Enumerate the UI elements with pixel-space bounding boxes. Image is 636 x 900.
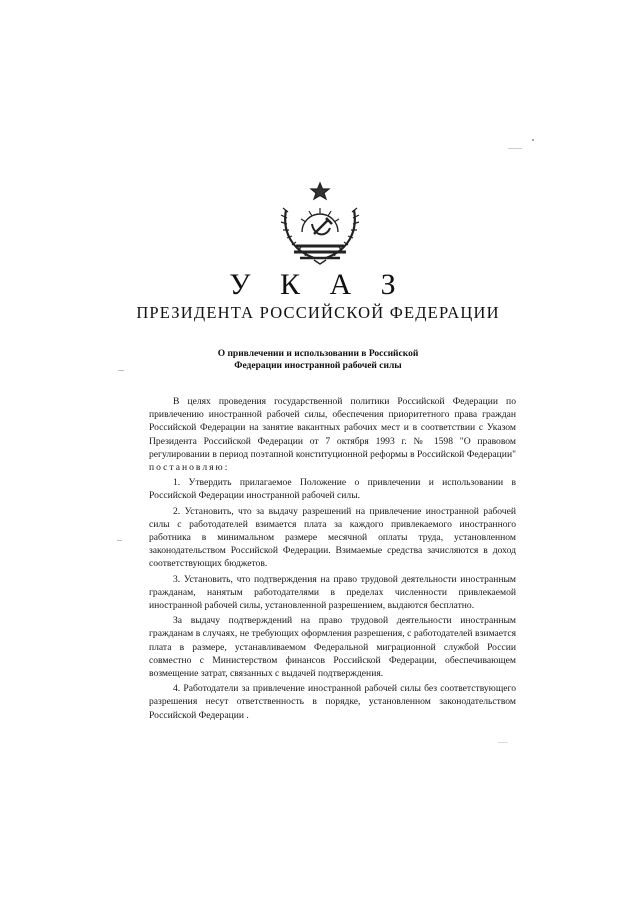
decree-title: У К А З (229, 268, 407, 301)
scan-speck (532, 139, 534, 141)
issuer-heading: ПРЕЗИДЕНТА РОССИЙСКОЙ ФЕДЕРАЦИИ (136, 303, 500, 322)
paragraph-1: 1. Утвердить прилагаемое Положение о привлечении и использовании в Российской Федерации иностранной рабочей силы. (149, 477, 516, 502)
preamble-paragraph (149, 395, 516, 474)
subject-line-2: Федерации иностранной рабочей силы (234, 361, 402, 371)
scan-artifact (118, 370, 124, 371)
paragraph-2: 2. Установить, что за выдачу разрешений на привлечение иностранной рабочей силы с работодателей взимается плата за каждого привлекаемого иностранного работника в минимальном размере месячной оплаты труда, установленном законодательством Российской Федерации. Взимаемые средства зачисляются в доход соответствующих бюджетов. (149, 505, 516, 570)
rsfsr-coat-of-arms-icon (274, 180, 366, 266)
decree-subject (0, 348, 636, 372)
subject-line-1: О привлечении и использовании в Российской (217, 349, 419, 359)
preamble-text: В целях проведения государственной политики Российской Федерации по привлечению иностранной рабочей силы, обеспечения приоритетного права граждан Российской Федерации на занятие вакантных рабочих мест и в соответствии с Указом Президента Российской Федерации от 7 октября 1993 г. № 1598 "О правовом регулировании в период поэтапной конституционной реформы в Российской Федерации" (149, 396, 516, 460)
paragraph-3-continued: За выдачу подтверждений на право трудовой деятельности иностранным гражданам в случаях, не требующих оформления разрешения, с работодателей взимается плата в размере, устанавливаемом Федеральной миграционной службой России совместно с Министерством финансов Российской Федерации, обеспечивающем возмещение затрат, связанных с выдачей подтверждения. (149, 615, 516, 680)
decree-body (149, 395, 516, 722)
paragraph-4: 4. Работодатели за привлечение иностранной рабочей силы без соответствующего разрешения несут ответственность в порядке, установленном законодательством Российской Федерации . (149, 683, 516, 721)
scan-artifact (498, 742, 508, 743)
paragraph-3: 3. Установить, что подтверждения на право трудовой деятельности иностранным гражданам, нанятым работодателями в пределах численности привлекаемой иностранной рабочей силы, установленной разрешением, выдаются бесплатно. (149, 573, 516, 612)
scan-artifact (117, 540, 122, 541)
scan-artifact (508, 148, 522, 149)
decree-word: постановляю: (149, 462, 230, 474)
